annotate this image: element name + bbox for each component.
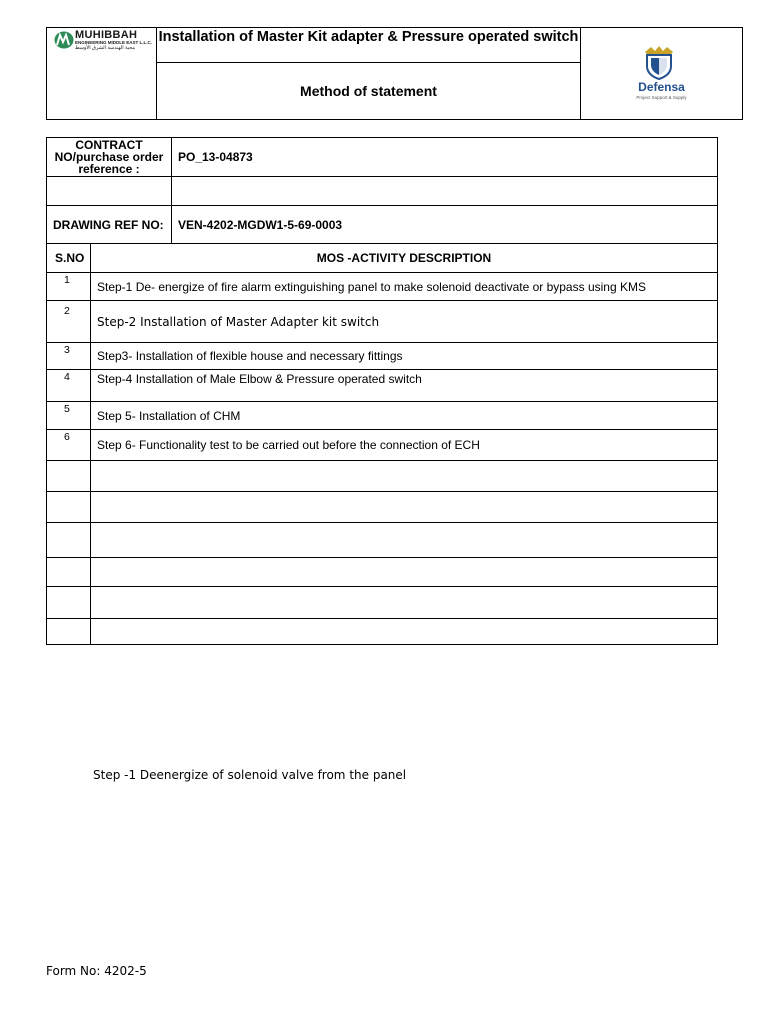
header-title-cell [157,28,581,119]
contract-value: PO_13-04873 [172,138,718,177]
empty-table-row [47,619,718,645]
row-description: Step-2 Installation of Master Adapter kit switch [91,301,718,343]
row-number-cell [47,273,91,301]
empty-table-row [47,523,718,558]
document-header [46,27,743,120]
table-row [47,370,718,402]
blank-info-row [47,177,718,206]
row-number-cell [47,402,91,430]
row-number-cell [47,370,91,402]
table-row [47,273,718,301]
empty-table-row [47,492,718,523]
empty-table-row [47,587,718,619]
row-number: 1 [64,274,70,286]
contract-label: CONTRACT NO/purchase order reference : [47,138,172,177]
blank-info-label [47,177,172,206]
sno-column-header: S.NO [47,244,91,273]
drawing-row [47,206,718,244]
muhibbah-logo-arabic: محبة الهندسة الشرق الأوسط [75,45,136,51]
document-subtitle: Method of statement [300,83,437,99]
mos-activity-table [46,137,718,645]
empty-table-row [47,558,718,587]
muhibbah-logo-subtitle: ENGINEERING MIDDLE EAST L.L.C. [75,40,153,45]
document-title: Installation of Master Kit adapter & Pressure operated switch [157,28,580,63]
row-description: Step 6- Functionality test to be carried out before the connection of ECH [91,430,718,461]
client-logo-cell [581,28,742,119]
row-description: Step-4 Installation of Male Elbow & Pressure operated switch [91,370,718,402]
row-description: Step3- Installation of flexible house and necessary fittings [91,343,718,370]
row-description: Step-1 De- energize of fire alarm extinguishing panel to make solenoid deactivate or bypass using KMS [91,273,718,301]
activity-column-header: MOS -ACTIVITY DESCRIPTION [91,244,718,273]
step-note: Step -1 Deenergize of solenoid valve from the panel [93,768,407,782]
table-header-row [47,244,718,273]
blank-info-value [172,177,718,206]
row-number: 3 [64,344,70,356]
row-number: 6 [64,431,70,443]
muhibbah-logo-name: MUHIBBAH [75,29,138,41]
row-description: Step 5- Installation of CHM [91,402,718,430]
row-number-cell [47,343,91,370]
row-number: 4 [64,371,70,383]
contract-row [47,138,718,177]
company-logo-cell [47,28,157,119]
table-row [47,301,718,343]
muhibbah-logo-icon [54,31,74,49]
row-number-cell [47,430,91,461]
form-number: Form No: 4202-5 [46,964,147,978]
row-number: 2 [64,305,70,317]
row-number-cell [47,301,91,343]
table-row [47,430,718,461]
drawing-label: DRAWING REF NO: [47,206,172,244]
defensa-logo-name: Defensa [638,80,685,94]
table-row [47,402,718,430]
row-number: 5 [64,403,70,415]
defensa-logo-tagline: Project Support & Supply [636,95,687,100]
defensa-shield-icon [641,44,677,80]
drawing-value: VEN-4202-MGDW1-5-69-0003 [172,206,718,244]
empty-table-row [47,461,718,492]
table-row [47,343,718,370]
